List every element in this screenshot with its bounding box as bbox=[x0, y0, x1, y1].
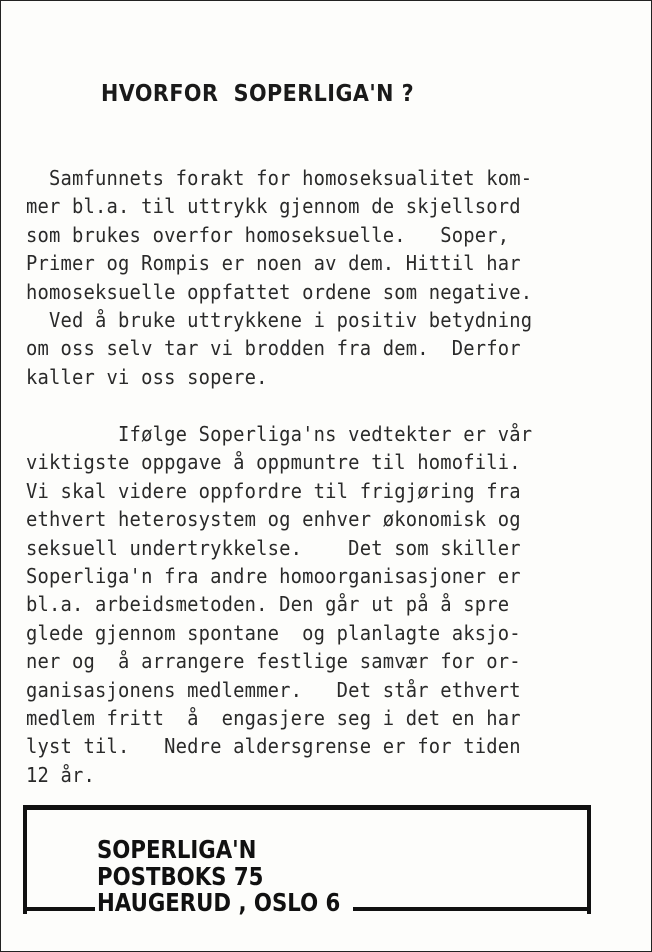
text-line: 12 år. bbox=[26, 762, 96, 787]
text-line: ganisasjonens medlemmer. Det står ethvert bbox=[26, 677, 521, 702]
address-org-name: SOPERLIGA'N bbox=[97, 835, 257, 864]
text-line: kaller vi oss sopere. bbox=[26, 364, 268, 389]
text-line: bl.a. arbeidsmetoden. Den går ut på å spre bbox=[26, 592, 510, 617]
text-line: Ved å bruke uttrykkene i positiv betydning bbox=[26, 307, 533, 332]
text-line: Samfunnets forakt for homoseksualitet kom- bbox=[26, 166, 533, 190]
paragraph-statutes bbox=[26, 420, 565, 789]
text-line: seksuell undertrykkelse. Det som skiller bbox=[26, 535, 521, 560]
text-line: medlem fritt å engasjere seg i det en har bbox=[26, 705, 521, 730]
address-box-bottom-rule-left bbox=[23, 907, 95, 911]
address-box-bottom-rule-right bbox=[353, 907, 591, 911]
page-title: HVORFOR SOPERLIGA'N ? bbox=[101, 81, 415, 107]
text-line: mer bl.a. til uttrykk gjennom de skjellsord bbox=[26, 194, 521, 219]
text-line: lyst til. Nedre aldersgrense er for tiden bbox=[26, 734, 521, 759]
text-line: Ifølge Soperliga'ns vedtekter er vår bbox=[26, 422, 533, 446]
text-line: glede gjennom spontane og planlagte aksjo- bbox=[26, 620, 521, 645]
text-line: om oss selv tar vi brodden fra dem. Derfor bbox=[26, 336, 521, 361]
text-line: ner og å arrangere festlige samvær for or- bbox=[26, 649, 521, 674]
address-city: HAUGERUD , OSLO 6 bbox=[97, 888, 341, 917]
text-line: homoseksuelle oppfattet ordene som negative. bbox=[26, 279, 533, 304]
text-line: viktigste oppgave å oppmuntre til homofili. bbox=[26, 450, 521, 475]
text-line: som brukes overfor homoseksuelle. Soper, bbox=[26, 222, 510, 247]
paragraph-intro bbox=[26, 164, 565, 391]
address-postbox: POSTBOKS 75 bbox=[97, 862, 264, 891]
text-line: Vi skal videre oppfordre til frigjøring fra bbox=[26, 478, 521, 503]
text-line: ethvert heterosystem og enhver økonomisk og bbox=[26, 507, 521, 532]
text-line: Soperliga'n fra andre homoorganisasjoner er bbox=[26, 563, 521, 588]
text-line: Primer og Rompis er noen av dem. Hittil har bbox=[26, 251, 521, 276]
